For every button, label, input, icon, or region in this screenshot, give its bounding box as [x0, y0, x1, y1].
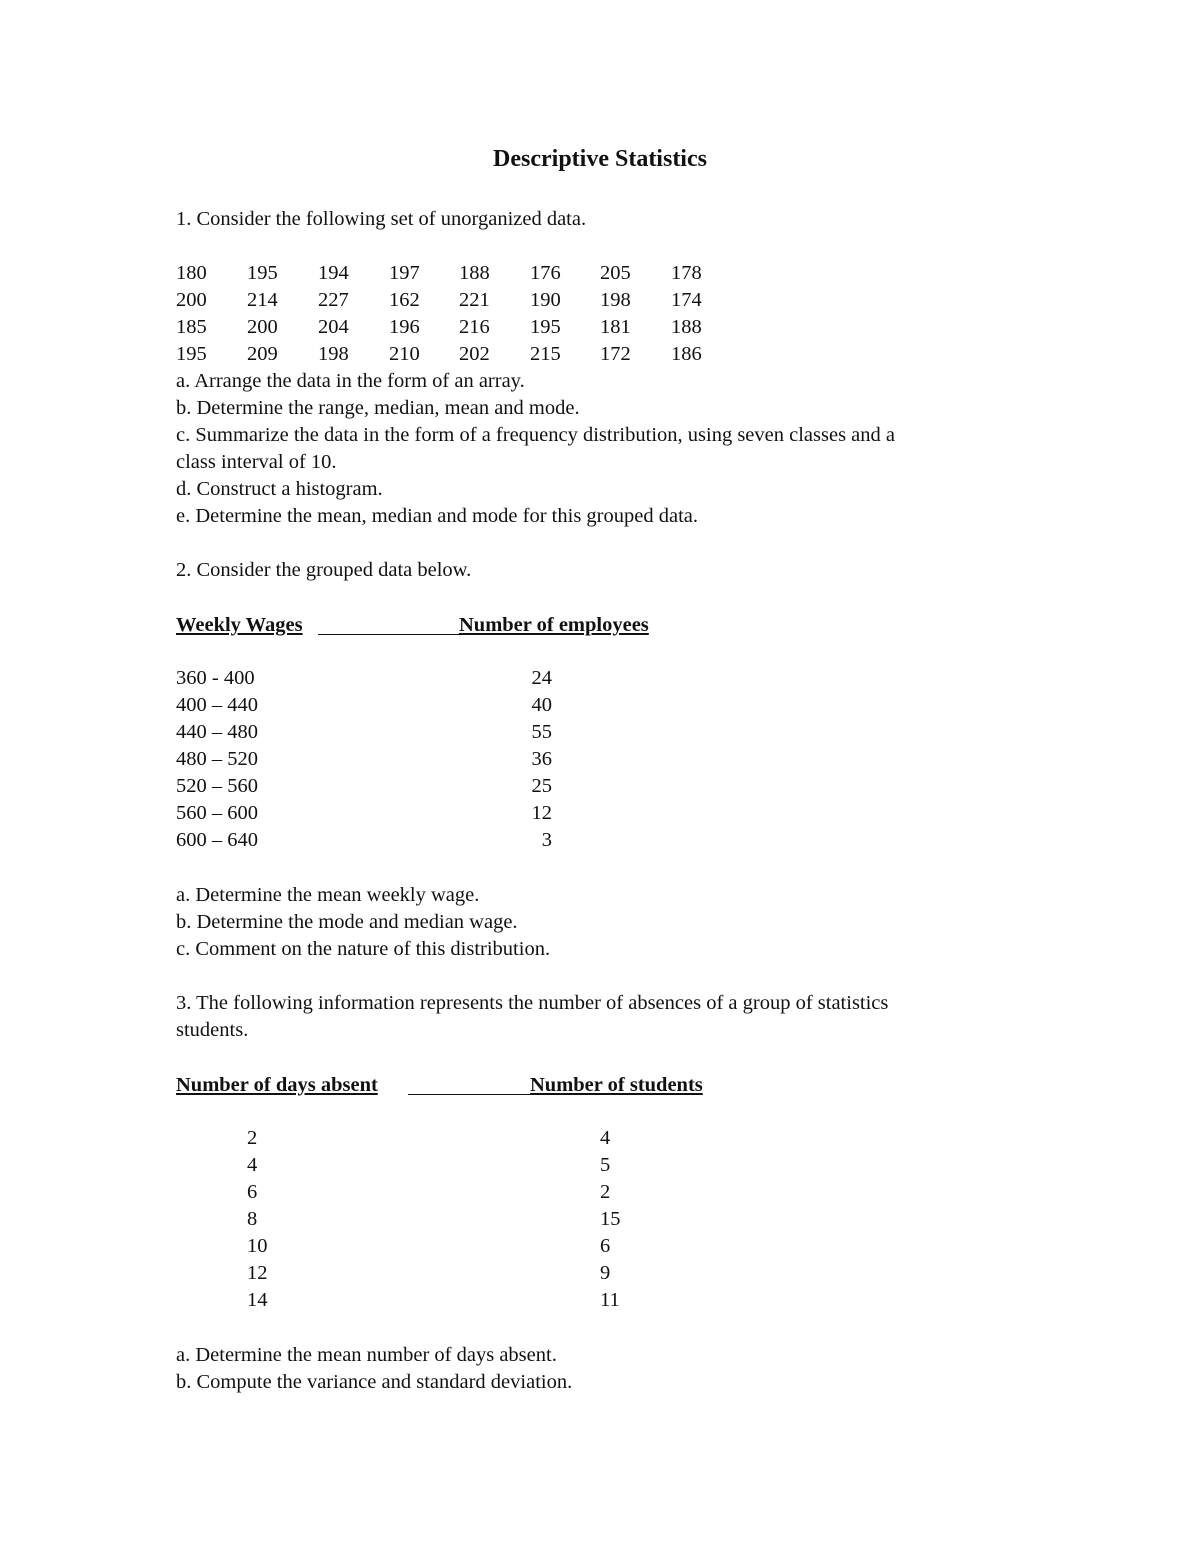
- q1-data-cell: 172: [600, 343, 631, 365]
- q3-days-absent: 4: [247, 1154, 258, 1176]
- q3-days-absent: 6: [247, 1181, 258, 1203]
- q2-part: b. Determine the mode and median wage.: [176, 911, 518, 933]
- q3-days-absent: 8: [247, 1208, 258, 1230]
- q1-data-cell: 214: [247, 289, 278, 311]
- q3-student-count: 5: [600, 1154, 611, 1176]
- q3-intro-line1: 3. The following information represents the number of absences of a group of statistics: [176, 992, 889, 1014]
- q1-data-cell: 178: [671, 262, 702, 284]
- q1-data-cell: 197: [389, 262, 420, 284]
- q1-data-cell: 190: [530, 289, 561, 311]
- q1-data-cell: 204: [318, 316, 349, 338]
- q1-data-cell: 162: [389, 289, 420, 311]
- q2-header-number-of-employees: Number of employees: [459, 614, 649, 636]
- q1-data-cell: 186: [671, 343, 702, 365]
- q2-employee-count: 36: [531, 748, 552, 770]
- q2-employee-count: 12: [531, 802, 552, 824]
- q2-part: a. Determine the mean weekly wage.: [176, 884, 480, 906]
- q3-part: a. Determine the mean number of days absent.: [176, 1344, 557, 1366]
- q3-days-absent: 2: [247, 1127, 258, 1149]
- q2-wage-range: 560 – 600: [176, 802, 258, 824]
- q1-data-cell: 195: [530, 316, 561, 338]
- q1-part: c. Summarize the data in the form of a frequency distribution, using seven classes and a: [176, 424, 895, 446]
- q3-student-count: 11: [600, 1289, 620, 1311]
- q3-student-count: 9: [600, 1262, 611, 1284]
- q2-header-weekly-wages: Weekly Wages: [176, 614, 303, 636]
- q3-header-days-absent: Number of days absent: [176, 1074, 378, 1096]
- q1-data-cell: 174: [671, 289, 702, 311]
- q3-student-count: 4: [600, 1127, 611, 1149]
- q2-wage-range: 480 – 520: [176, 748, 258, 770]
- q1-part: e. Determine the mean, median and mode for this grouped data.: [176, 505, 698, 527]
- q1-data-cell: 188: [671, 316, 702, 338]
- q1-part: class interval of 10.: [176, 451, 337, 473]
- q1-data-cell: 176: [530, 262, 561, 284]
- q2-header-underline: [318, 634, 459, 635]
- q2-employee-count: 24: [531, 667, 552, 689]
- q1-data-cell: 209: [247, 343, 278, 365]
- q2-wage-range: 360 - 400: [176, 667, 255, 689]
- q1-data-cell: 202: [459, 343, 490, 365]
- q1-data-cell: 200: [176, 289, 207, 311]
- q1-data-cell: 196: [389, 316, 420, 338]
- q1-data-cell: 180: [176, 262, 207, 284]
- q2-employee-count: 40: [531, 694, 552, 716]
- q3-header-underline: [408, 1094, 530, 1095]
- q1-part: b. Determine the range, median, mean and mode.: [176, 397, 580, 419]
- q2-part: c. Comment on the nature of this distribution.: [176, 938, 551, 960]
- q3-student-count: 15: [600, 1208, 621, 1230]
- q2-wage-range: 400 – 440: [176, 694, 258, 716]
- q2-intro: 2. Consider the grouped data below.: [176, 559, 472, 581]
- q1-part: a. Arrange the data in the form of an array.: [176, 370, 525, 392]
- q1-data-cell: 210: [389, 343, 420, 365]
- q1-data-cell: 198: [600, 289, 631, 311]
- q1-part: d. Construct a histogram.: [176, 478, 383, 500]
- q3-days-absent: 12: [247, 1262, 268, 1284]
- q1-intro: 1. Consider the following set of unorganized data.: [176, 208, 587, 230]
- q2-employee-count: 25: [531, 775, 552, 797]
- q1-data-cell: 227: [318, 289, 349, 311]
- q2-wage-range: 520 – 560: [176, 775, 258, 797]
- q3-intro-line2: students.: [176, 1019, 249, 1041]
- q1-data-cell: 194: [318, 262, 349, 284]
- q3-student-count: 2: [600, 1181, 611, 1203]
- q1-data-cell: 185: [176, 316, 207, 338]
- q1-data-cell: 215: [530, 343, 561, 365]
- q1-data-cell: 195: [176, 343, 207, 365]
- q1-data-cell: 181: [600, 316, 631, 338]
- q2-wage-range: 440 – 480: [176, 721, 258, 743]
- q1-data-cell: 200: [247, 316, 278, 338]
- q1-data-cell: 195: [247, 262, 278, 284]
- q1-data-cell: 198: [318, 343, 349, 365]
- q2-wage-range: 600 – 640: [176, 829, 258, 851]
- q3-student-count: 6: [600, 1235, 611, 1257]
- q2-employee-count: 55: [531, 721, 552, 743]
- q3-part: b. Compute the variance and standard deviation.: [176, 1371, 573, 1393]
- q1-data-cell: 188: [459, 262, 490, 284]
- q3-days-absent: 10: [247, 1235, 268, 1257]
- q3-header-number-of-students: Number of students: [530, 1074, 703, 1096]
- q3-days-absent: 14: [247, 1289, 268, 1311]
- q2-employee-count: 3: [541, 829, 552, 851]
- q1-data-cell: 216: [459, 316, 490, 338]
- page-title: Descriptive Statistics: [493, 146, 707, 172]
- q1-data-cell: 205: [600, 262, 631, 284]
- q1-data-cell: 221: [459, 289, 490, 311]
